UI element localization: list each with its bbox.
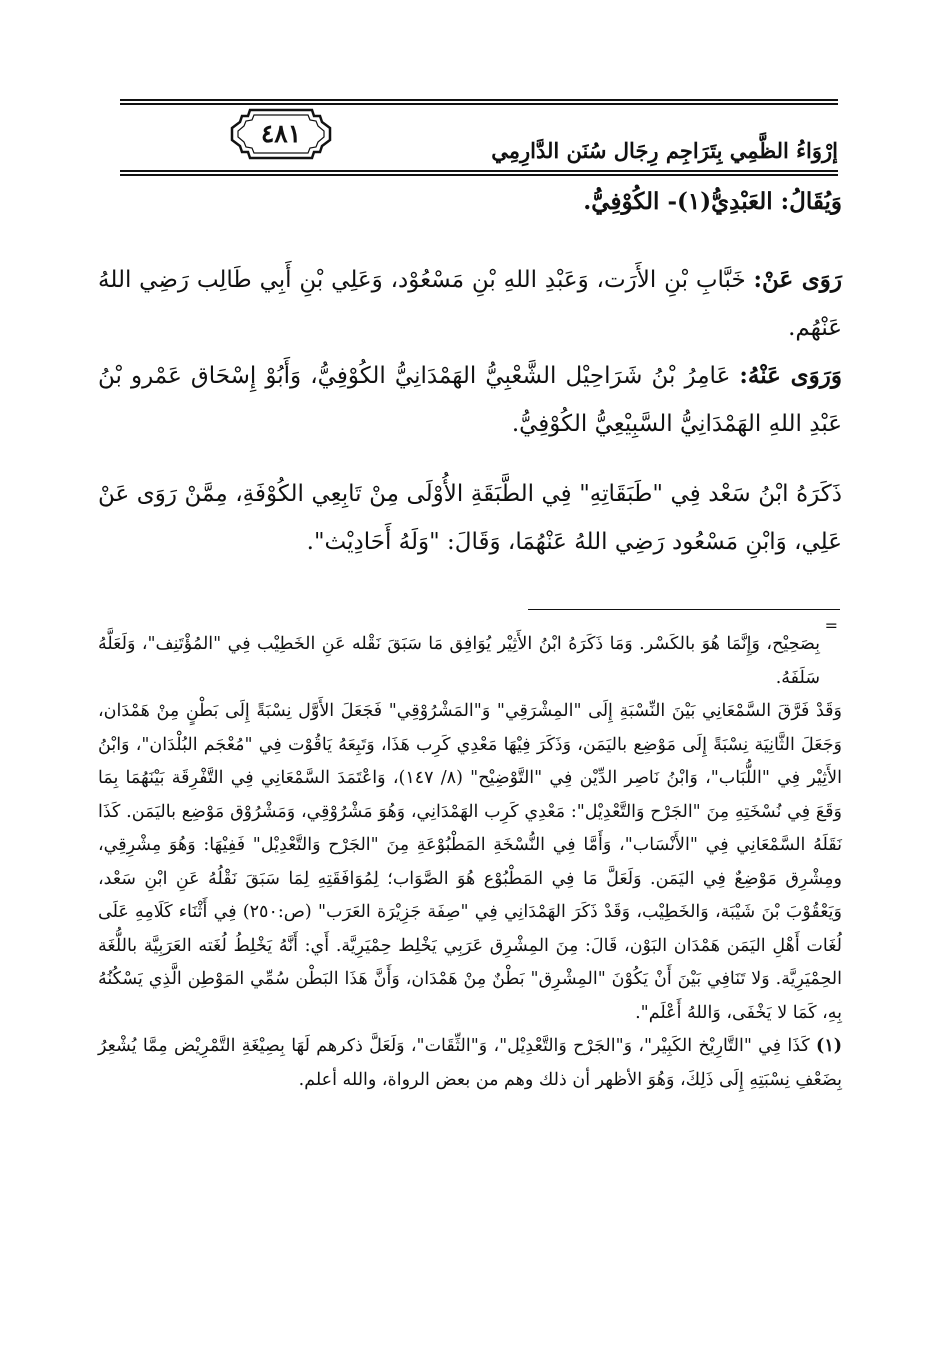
paragraph-text: ذَكَرَهُ ابْنُ سَعْد فِي "طَبَقَاتِهِ" فِي الطَّبَقَةِ الأُوْلَى مِنْ تَابِعِي الكُوْفَةِ، مِمَّنْ رَوَى عَنْ عَلِي، وَابْنِ مَسْعُود رَضِي اللهُ عَنْهُمَا، وَقَالَ: "وَلَهُ أَحَادِيْث". <box>98 481 842 555</box>
paragraph-text: عَامِرُ بْنُ شَرَاحِيْل الشَّعْبِيُّ الهَمْدَانِيُّ الكُوْفِيُّ، وَأَبُوْ إِسْحَاق عَمْرو بْنُ عَبْدِ اللهِ الهَمْدَانِيُّ السَّبِيْعِيُّ الكُوْفِيُّ. <box>98 363 842 437</box>
main-paragraph-4 <box>98 470 842 566</box>
footnote-1 <box>98 1030 842 1097</box>
main-paragraph-1 <box>98 178 842 226</box>
footnotes-section <box>98 628 842 1097</box>
paragraph-text: خَبَّابِ بْنِ الأَرَت، وَعَبْدِ اللهِ بْنِ مَسْعُوْد، وَعَلِي بْنِ أَبِي طَالِب رَضِي اللهُ عَنْهُم. <box>98 267 842 341</box>
page-number: ٤٨١ <box>260 119 302 148</box>
paragraph-text: وَيُقَالُ: العَبْدِيُّ(١)- الكُوْفِيُّ. <box>583 188 842 215</box>
page-number-badge <box>228 106 334 162</box>
footnote-block: وَقَدْ فَرَّقَ السَّمْعَانِي بَيْنَ النِّسْبَةِ إِلَى "المِشْرَقِي" وَ"المَشْرُوْقِي" فَجَعَلَ الأَوَّل نِسْبَةً إِلَى بَطْنٍ مِنْ هَمْدَان، وَجَعَلَ الثَّانِيَة نِسْبَةً إِلَى مَوْضِع باليَمَن، وَذَكَرَ فِيْهَا مَعْدِي كَرِب هَذَا، وَتَبِعَهُ يَاقُوْت فِي "مُعْجَم البُلْدَان"، وَابْنُ الأَثِيْر فِي "اللُّبَاب"، وَابْنُ نَاصِر الدِّيْن فِي "التَّوْضِيْح" (٨/ ١٤٧)، وَاعْتَمَدَ السَّمْعَانِي فِي التَّفْرِقَة بَيْنَهُمَا بِمَا وَقَعَ فِي نُسْخَتِهِ مِنَ "الجَرْح وَالتَّعْدِيْل": مَعْدِي كَرِب الهَمْدَانِي، وَهُوَ مَشْرُوْقِي، وَمَشْرُوْق مَوْضِع باليَمَن. كَذَا نَقَلَهُ السَّمْعَانِي فِي "الأَنْسَاب"، وَأَمَّا فِي النُّسْخَةِ المَطْبُوْعَةِ مِنَ "الجَرْح وَالتَّعْدِيْل" فَفِيْهَا: وَهُوَ مِشْرِقِي، ومِشْرِق مَوْضِعٌ فِي اليَمَن. وَلَعَلَّ مَا فِي المَطْبُوْع هُوَ الصَّوَاب؛ لِمُوَافَقَتِهِ لِمَا سَبَقَ نَقْلُهُ عَنِ ابْنِ سَعْد، وَيَعْقُوْبَ بْنَ شَيْبَة، وَالخَطِيْب، وَقَدْ ذَكَرَ الهَمْدَانِي فِي "صِفَة جَزِيْرَة العَرَب" (ص:٢٥٠) فِي أَثْنَاء كَلَامِهِ عَلَى لُغَات أَهْلِ اليَمَن هَمْدَان البَوْن، قَالَ: مِنَ المِشْرِق عَرَبِي يَخْلِط حِمْيَرِيَّة. أَي: أَنَّهُ يَخْلِطُ لُغَته العَرَبِيَّة باللُّغَة الحِمْيَرِيَّة. وَلا تَنَافِي بَيْنَ أَنْ يَكُوْنَ "المِشْرِق" بَطْنٌ مِنْ هَمْدَان، وَأَنَّ هَذَا البَطْن سُمِّي المَوْطِن الَّذِي يَسْكُنُهُ بِهِ، كَمَا لا يَخْفَى، وَاللهُ أَعْلَم". <box>98 701 842 1023</box>
main-paragraph-3 <box>98 352 842 448</box>
footnote-number: (١) <box>816 1036 842 1056</box>
footnote-continuation-block: بِصَحِيْح، وَإِنَّمَا هُوَ بالكَسْر. وَمَا ذَكَرَهُ ابْنُ الأَثِيْر يُوَافِق مَا سَبَقَ نَقْله عَنِ الخَطِيْب فِي "المُؤْتَنِف"، وَلَعَلَّهُ سَلَفَهُ. <box>98 634 820 688</box>
running-header-title: إرْوَاءُ الظَّمِي بِتَرَاجِم رِجَال سُنَن الدَّارِمِي <box>491 138 838 163</box>
header-rule-top-inner <box>120 103 838 105</box>
header-rule-bottom <box>120 170 838 172</box>
footnote-text: كَذَا فِي "التَّارِيْخ الكَبِيْر"، وَ"الجَرْح وَالتَّعْدِيْل"، وَ"الثِّقَات"، وَلَعَلَّ ذكرهم لَهَا بِصِيْغَةِ التَّمْرِيْض مِمَّا يُشْعِرُ بِضَعْفِ نِسْبَتِهِ إِلَى ذَلِكَ، وَهُوَ الأظهر أن ذلك وهم من بعض الرواة، والله أعلم. <box>98 1036 842 1090</box>
header-rule-bottom-inner <box>120 174 838 176</box>
paragraph-lead: رَوَى عَنْ: <box>753 266 842 293</box>
footnote-continuation-mark: = <box>824 616 838 635</box>
header-rule-top <box>120 99 838 101</box>
main-paragraph-2 <box>98 256 842 352</box>
footnote-separator <box>528 609 840 610</box>
paragraph-lead: وَرَوَى عَنْهُ: <box>739 362 842 389</box>
